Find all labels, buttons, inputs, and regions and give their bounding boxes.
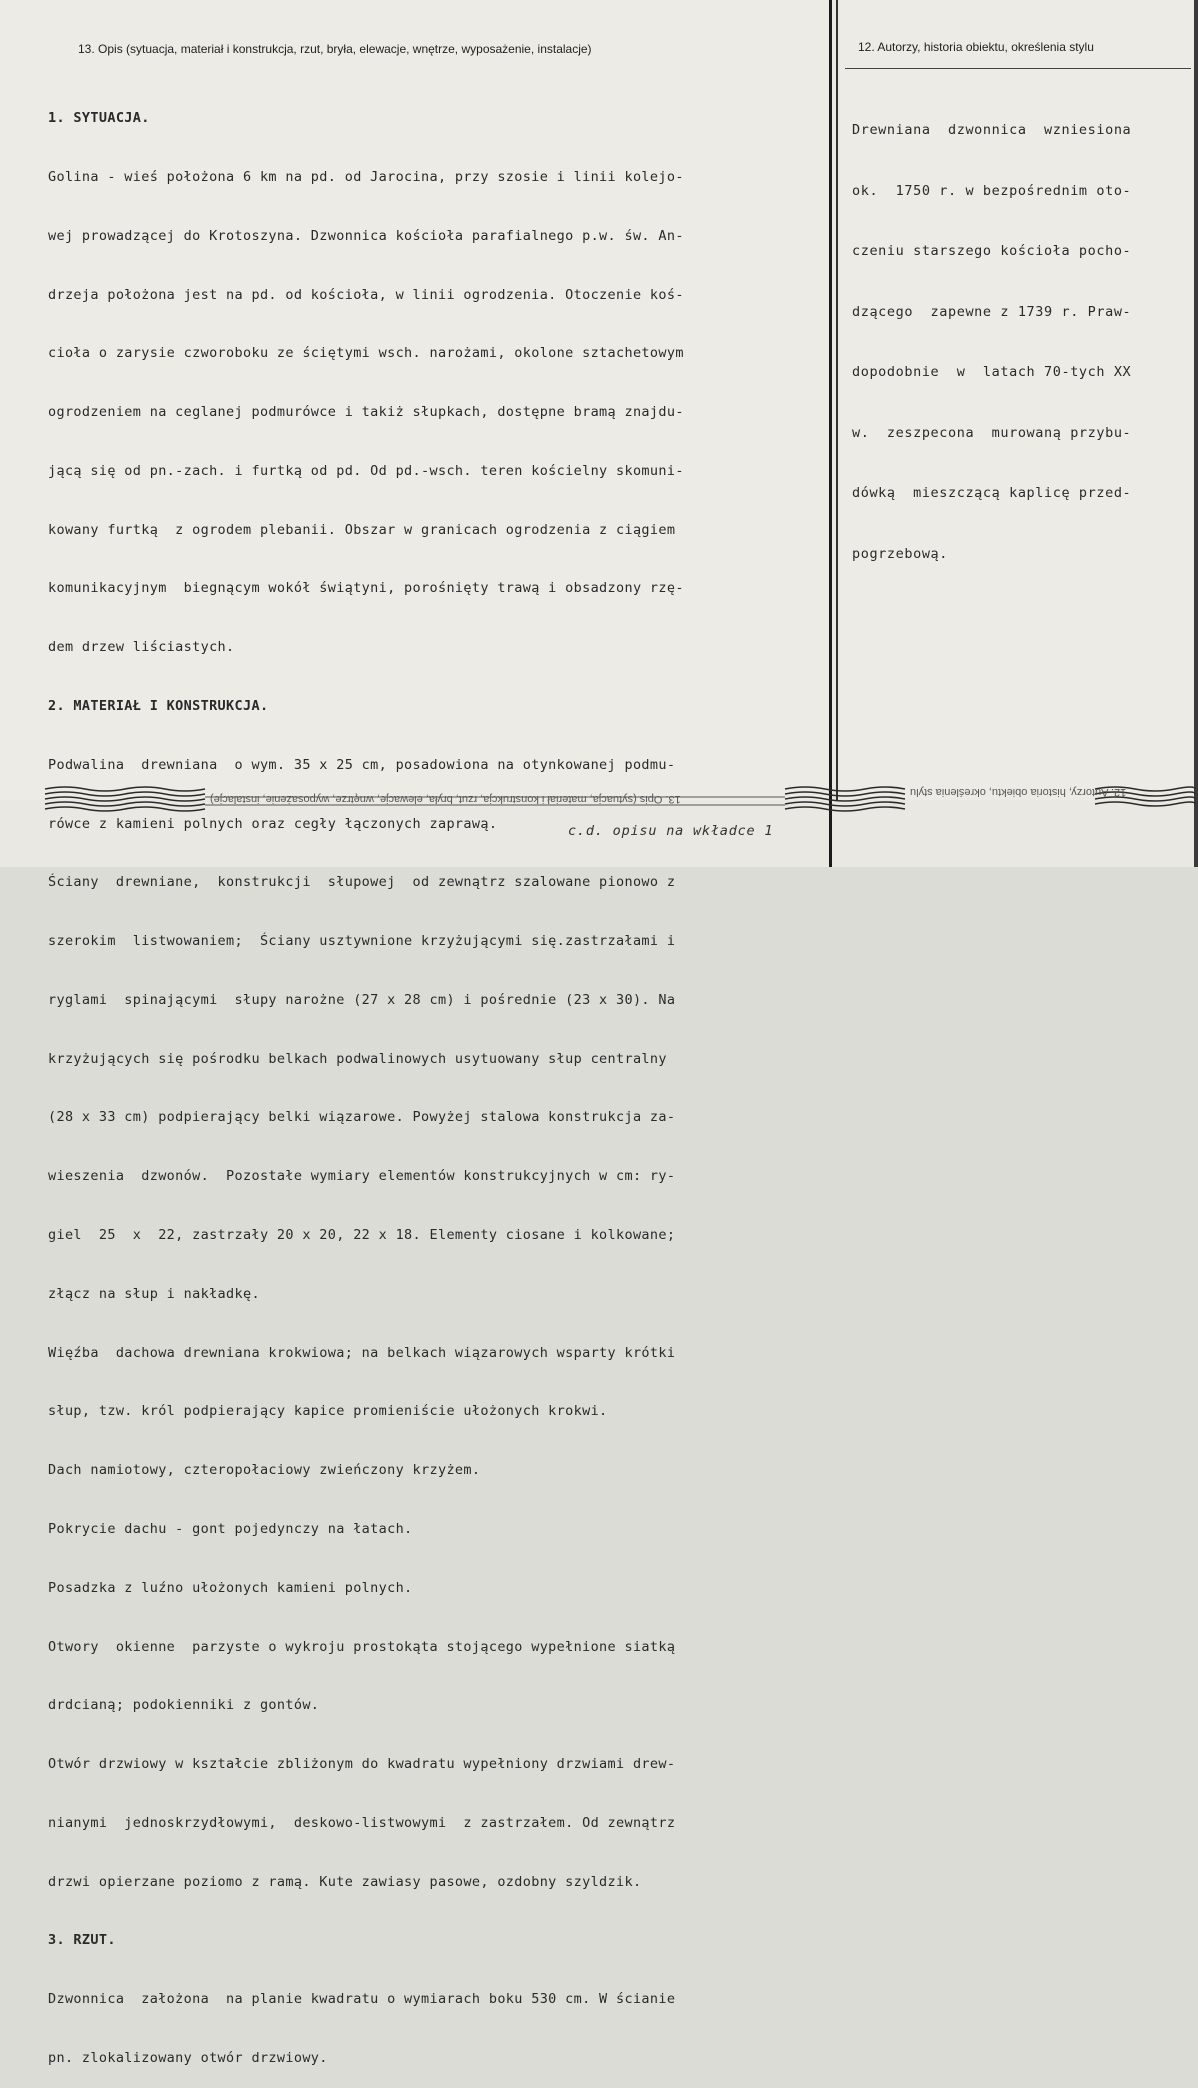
- line-11: 2. MATERIAŁ I KONSTRUKCJA.: [48, 698, 269, 714]
- side-line-2: ok. 1750 r. w bezpośrednim oto-: [852, 182, 1132, 199]
- line-9: komunikacyjnym biegnącym wokół świątyni, porośnięty trawą i obsadzony rzę-: [48, 580, 684, 597]
- line-3: wej prowadzącej do Krotoszyna. Dzwonnica kościoła parafialnego p.w. św. An-: [48, 227, 684, 244]
- line-30: nianymi jednoskrzydłowymi, deskowo-listwowymi z zastrzałem. Od zewnątrz: [48, 1814, 676, 1831]
- line-21: złącz na słup i nakładkę.: [48, 1285, 260, 1302]
- field-13-header: 13. Opis (sytuacja, materiał i konstrukcja, rzut, bryła, elewacje, wnętrze, wyposażenie, instalacje): [78, 42, 592, 56]
- side-line-3: czeniu starszego kościoła pocho-: [852, 243, 1132, 259]
- column-divider-inner: [836, 0, 838, 800]
- line-29: Otwór drzwiowy w kształcie zbliżonym do kwadratu wypełniony drzwiami drew-: [48, 1756, 676, 1773]
- line-33: Dzwonnica założona na planie kwadratu o wymiarach boku 530 cm. W ścianie: [48, 1991, 676, 2008]
- field-12-header: 12. Autorzy, historia obiektu, określenia stylu: [858, 40, 1094, 54]
- line-10: dem drzew liściastych.: [48, 639, 235, 656]
- line-6: ogrodzeniem na ceglanej podmurówce i takiż słupkach, dostępne bramą znajdu-: [48, 404, 684, 421]
- side-line-8: pogrzebową.: [852, 545, 949, 562]
- line-18: (28 x 33 cm) podpierający belki wiązarowe. Powyżej stalowa konstrukcja za-: [48, 1109, 676, 1126]
- line-28: drdcianą; podokienniki z gontów.: [48, 1697, 320, 1714]
- line-8: kowany furtką z ogrodem plebanii. Obszar w granicach ogrodzenia z ciągiem: [48, 521, 676, 538]
- side-line-1: Drewniana dzwonnica wzniesiona: [852, 122, 1132, 138]
- line-23: słup, tzw. król podpierający kapice promieniście ułożonych krokwi.: [48, 1403, 608, 1420]
- mirrored-field-13-label: 13. Opis (sytuacja, materiał i konstrukcja, rzut, bryła, elewacje, wnętrze, wyposażenie, instalacje): [210, 793, 681, 805]
- history-text: [852, 80, 1182, 584]
- line-22: Więźba dachowa drewniana krokwiowa; na belkach wiązarowych wsparty krótki: [48, 1344, 676, 1361]
- mirrored-field-12-label: 12. Autorzy, historia obiektu, określenia stylu: [910, 786, 1127, 798]
- line-2: Golina - wieś położona 6 km na pd. od Jarocina, przy szosie i linii kolejo-: [48, 168, 684, 185]
- side-line-4: dzącego zapewne z 1739 r. Praw-: [852, 303, 1132, 320]
- side-line-5: dopodobnie w latach 70-tych XX: [852, 364, 1132, 380]
- line-1: 1. SYTUACJA.: [48, 110, 150, 127]
- line-34: pn. zlokalizowany otwór drzwiowy.: [48, 2049, 328, 2066]
- continuation-note: c.d. opisu na wkładce 1: [568, 823, 774, 839]
- column-divider: [829, 0, 832, 867]
- line-20: giel 25 x 22, zastrzały 20 x 20, 22 x 18. Elementy ciosane i kolkowane;: [48, 1227, 676, 1244]
- line-27: Otwory okienne parzyste o wykroju prostokąta stojącego wypełnione siatką: [48, 1638, 676, 1655]
- line-7: jącą się od pn.-zach. i furtką od pd. Od pd.-wsch. teren kościelny skomuni-: [48, 462, 684, 479]
- side-line-7: dówką mieszczącą kaplicę przed-: [852, 485, 1132, 501]
- line-32: 3. RZUT.: [48, 1932, 116, 1949]
- line-4: drzeja położona jest na pd. od kościoła, w linii ogrodzenia. Otoczenie koś-: [48, 286, 684, 303]
- description-text: [48, 70, 818, 2088]
- line-16: ryglami spinającymi słupy narożne (27 x 28 cm) i pośrednie (23 x 30). Na: [48, 991, 676, 1008]
- line-26: Posadzka z luźno ułożonych kamieni polnych.: [48, 1579, 413, 1596]
- line-12: Podwalina drewniana o wym. 35 x 25 cm, posadowiona na otynkowanej podmu-: [48, 756, 676, 773]
- line-17: krzyżujących się pośrodku belkach podwalinowych usytuowany słup centralny: [48, 1050, 667, 1067]
- side-line-6: w. zeszpecona murowaną przybu-: [852, 424, 1132, 441]
- line-13: rówce z kamieni polnych oraz cegły łączonych zaprawą.: [48, 815, 498, 832]
- page-edge: [1194, 0, 1198, 867]
- line-15: szerokim listwowaniem; Ściany usztywnione krzyżującymi się.zastrzałami i: [48, 933, 676, 950]
- line-24: Dach namiotowy, czteropołaciowy zwieńczony krzyżem.: [48, 1462, 481, 1479]
- line-25: Pokrycie dachu - gont pojedynczy na łatach.: [48, 1520, 413, 1537]
- line-31: drzwi opierzane poziomo z ramą. Kute zawiasy pasowe, ozdobny szyldzik.: [48, 1873, 642, 1890]
- line-5: cioła o zarysie czworoboku ze ściętymi wsch. narożami, okolone sztachetowym: [48, 345, 684, 362]
- line-19: wieszenia dzwonów. Pozostałe wymiary elementów konstrukcyjnych w cm: ry-: [48, 1168, 676, 1185]
- field-12-rule: [845, 68, 1191, 69]
- line-14: Ściany drewniane, konstrukcji słupowej od zewnątrz szalowane pionowo z: [48, 874, 676, 891]
